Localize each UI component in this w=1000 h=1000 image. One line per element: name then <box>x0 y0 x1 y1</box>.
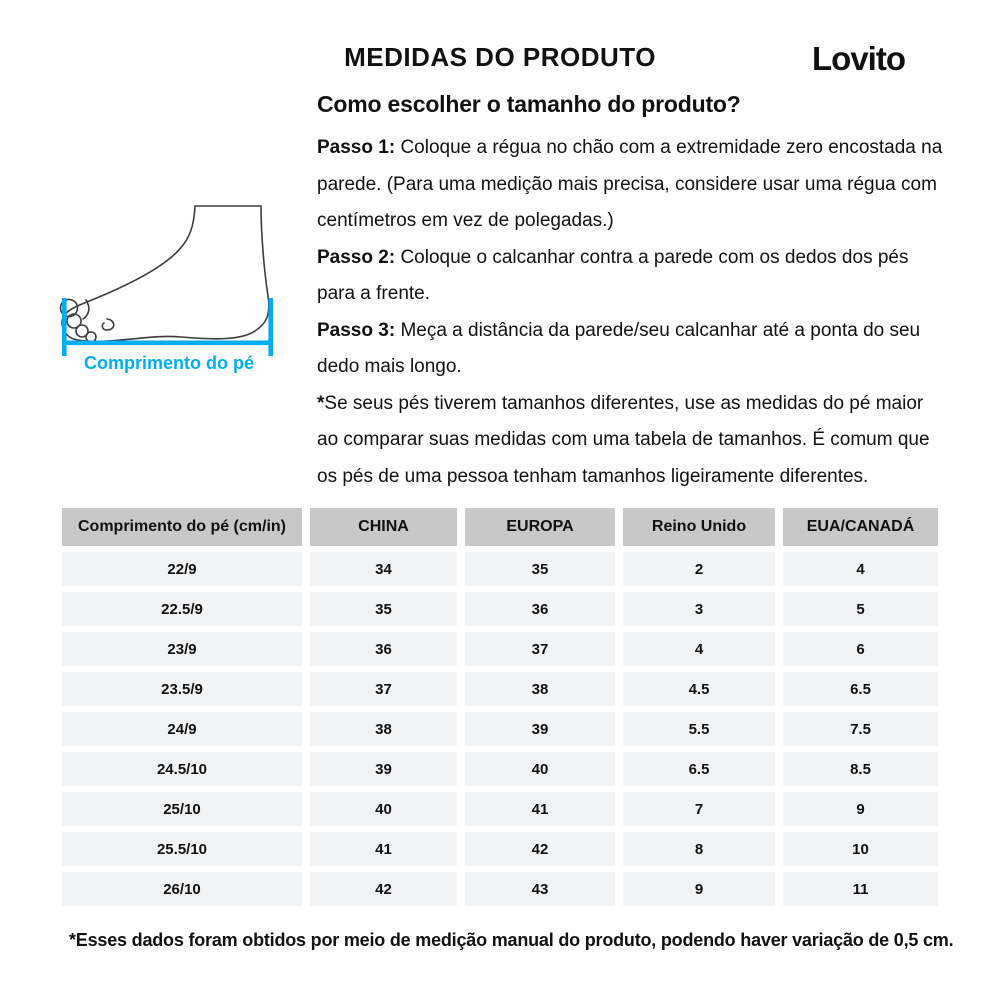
table-cell: 7.5 <box>783 712 938 746</box>
step-text: Meça a distância da parede/seu calcanhar até a ponta do seu dedo mais longo. <box>317 319 921 377</box>
table-cell: 22.5/9 <box>62 592 302 626</box>
table-cell: 41 <box>310 832 457 866</box>
foot-diagram <box>55 193 305 393</box>
table-cell: 7 <box>623 792 775 826</box>
foot-outline <box>61 206 269 342</box>
table-cell: 23.5/9 <box>62 672 302 706</box>
guide-heading: Como escolher o tamanho do produto? <box>317 91 741 117</box>
table-cell: 35 <box>465 552 615 586</box>
step-text: Coloque o calcanhar contra a parede com os dedos dos pés para a frente. <box>317 246 909 304</box>
foot-length-label: Comprimento do pé <box>84 353 254 373</box>
guide-step-3 <box>317 313 949 386</box>
sizing-guide <box>317 90 949 495</box>
note-asterisk: * <box>317 392 325 414</box>
table-cell: 9 <box>623 872 775 906</box>
table-cell: 25.5/10 <box>62 832 302 866</box>
guide-step-2 <box>317 240 949 313</box>
table-cell: 23/9 <box>62 632 302 666</box>
col-header-europa: EUROPA <box>465 508 615 546</box>
table-cell: 36 <box>310 632 457 666</box>
table-cell: 3 <box>623 592 775 626</box>
col-header-eua-canada: EUA/CANADÁ <box>783 508 938 546</box>
table-cell: 35 <box>310 592 457 626</box>
table-cell: 6.5 <box>783 672 938 706</box>
step-label: Passo 3: <box>317 319 396 341</box>
table-cell: 38 <box>465 672 615 706</box>
table-cell: 6.5 <box>623 752 775 786</box>
table-cell: 5.5 <box>623 712 775 746</box>
table-cell: 26/10 <box>62 872 302 906</box>
table-cell: 4 <box>783 552 938 586</box>
measurement-line <box>62 298 273 356</box>
table-cell: 25/10 <box>62 792 302 826</box>
size-table <box>62 508 938 906</box>
table-cell: 9 <box>783 792 938 826</box>
step-label: Passo 1: <box>317 137 396 158</box>
table-cell: 37 <box>465 632 615 666</box>
table-cell: 8 <box>623 832 775 866</box>
table-cell: 43 <box>465 872 615 906</box>
table-cell: 37 <box>310 672 457 706</box>
table-cell: 24/9 <box>62 712 302 746</box>
table-cell: 24.5/10 <box>62 752 302 786</box>
table-cell: 11 <box>783 872 938 906</box>
table-cell: 5 <box>783 592 938 626</box>
page-title: MEDIDAS DO PRODUTO <box>344 42 656 72</box>
brand-logo: Lovito <box>812 40 905 77</box>
foot-illustration <box>55 193 305 359</box>
table-cell: 42 <box>465 832 615 866</box>
table-cell: 40 <box>465 752 615 786</box>
footnote: *Esses dados foram obtidos por meio de medição manual do produto, podendo haver variação de 0,5 cm. <box>69 930 954 950</box>
table-cell: 42 <box>310 872 457 906</box>
table-cell: 22/9 <box>62 552 302 586</box>
guide-note <box>317 386 949 496</box>
table-cell: 4.5 <box>623 672 775 706</box>
table-cell: 38 <box>310 712 457 746</box>
table-cell: 36 <box>465 592 615 626</box>
table-cell: 39 <box>465 712 615 746</box>
table-cell: 41 <box>465 792 615 826</box>
table-cell: 2 <box>623 552 775 586</box>
step-label: Passo 2: <box>317 246 396 268</box>
step-text: Coloque a régua no chão com a extremidade zero encostada na parede. (Para uma medição mais precisa, considere usar uma régua com centímetros em vez de polegadas.) <box>317 137 943 231</box>
guide-step-1 <box>317 130 949 240</box>
table-cell: 39 <box>310 752 457 786</box>
col-header-foot-length: Comprimento do pé (cm/in) <box>62 508 302 546</box>
table-cell: 34 <box>310 552 457 586</box>
table-cell: 10 <box>783 832 938 866</box>
table-cell: 6 <box>783 632 938 666</box>
note-text: Se seus pés tiverem tamanhos diferentes, use as medidas do pé maior ao comparar suas medidas com uma tabela de tamanhos. É comum que os pés de uma pessoa tenham tamanhos ligeiramente diferentes. <box>317 392 930 487</box>
table-cell: 4 <box>623 632 775 666</box>
table-cell: 8.5 <box>783 752 938 786</box>
table-cell: 40 <box>310 792 457 826</box>
col-header-reino-unido: Reino Unido <box>623 508 775 546</box>
col-header-china: CHINA <box>310 508 457 546</box>
